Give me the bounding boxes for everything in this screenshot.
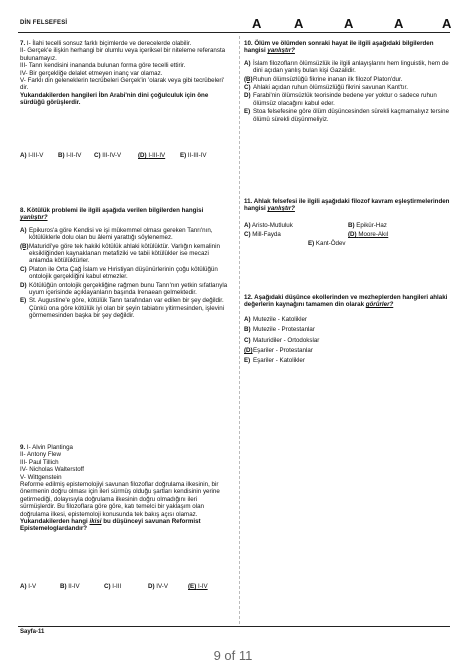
option-text: I-III <box>112 583 122 590</box>
list-item: III- Paul Tillich <box>20 458 59 466</box>
option-letter: A) <box>20 226 27 234</box>
option-letter: A) <box>20 583 27 590</box>
header-divider <box>18 32 450 33</box>
question-number: 10. <box>244 40 253 47</box>
answer-option[interactable] <box>180 152 206 159</box>
answer-option-selected[interactable] <box>244 347 450 354</box>
option-letter: E) <box>20 297 27 305</box>
statement-line: II- Gerçek'e ilişkin herhangi bir olumlu veya içeriksel bir niteleme referansta bulunamayız. <box>20 47 226 62</box>
option-text: Maturidi'ye göre tek hakiki kötülük ahlaki kötülüktür. Varlığın kemalinin eksikliğinden kaynaklanan metafiziki ve tabii kötülükler ise mecazi anlamda kötülüktürler. <box>29 242 220 265</box>
option-text: Mutezile - Katolikler <box>253 315 307 323</box>
question-prompt: bu düşünceyi savunan Reformist Epistemeloglardandır? <box>20 518 201 533</box>
answer-option[interactable] <box>244 337 450 344</box>
question-10 <box>244 40 450 123</box>
answer-option-selected[interactable] <box>348 231 388 238</box>
option-letter: C) <box>244 231 251 238</box>
answer-option[interactable] <box>104 583 121 590</box>
answer-option[interactable] <box>60 583 80 590</box>
option-text: III-IV-V <box>102 152 122 159</box>
option-text: I-IV <box>197 583 208 590</box>
option-letter: (E) <box>188 583 197 590</box>
option-text: Mutezile - Protestanlar <box>253 326 315 334</box>
q11-answers <box>244 222 450 252</box>
list-item: II- Antony Flew <box>20 451 61 459</box>
answer-option[interactable] <box>244 60 450 75</box>
question-prompt: Aşağıdaki düşünce ekollerinden ve mezheplerden hangileri ahlaki değerlerin kaynağını tamamen din olarak <box>244 294 448 309</box>
exam-page <box>18 0 450 640</box>
option-letter: B) <box>60 583 67 590</box>
option-text: Kötülüğün ontolojik gerçekliğine rağmen bunu Tanrı'nın yetkin sıfatlarıyla uyum içerisinde açıklayanların başında Irenaean gelmektedir. <box>29 281 228 297</box>
column-divider <box>239 36 240 624</box>
question-paragraph: Reforme edilmiş epistemolojiyi savunan filozoflar doğrulama ilkesinin, bir önermenin doğru olması için ileri sürmüş olduğu şartları kendisinin yerine getirmediği, dolayısıyla doğrulama ilkesinin doğru olmadığını ileri sürmüşlerdir. Bu filozoflara göre göre, katı temelci bir yaklaşım olan doğrulama ilkesi, epistemoloji konusunda tek bakış açısı olamaz. <box>20 481 220 518</box>
option-letter: C) <box>244 84 251 92</box>
option-text: İslam filozofların ölümsüzlük ile ilgili anlayışlarını hem linguistik, hem de dini açıdan yanlış bulan kişi Gazalidir. <box>253 59 449 75</box>
question-number: 11. <box>244 198 253 205</box>
option-letter: A) <box>244 315 251 323</box>
answer-option-selected[interactable] <box>138 152 165 159</box>
answer-option-selected[interactable] <box>20 243 232 265</box>
answer-option[interactable] <box>94 152 121 159</box>
footer-divider <box>18 626 450 627</box>
option-text: Farabi'nin ölümsüzlük teorisinde bedene yer yoktur o sadece ruhun ölümsüz olacağını kabul eder. <box>253 92 437 107</box>
list-item: I- Alvin Plantinga <box>26 444 73 451</box>
answer-option[interactable] <box>244 84 450 91</box>
option-letter: A) <box>244 59 251 67</box>
option-letter: C) <box>94 152 101 159</box>
answer-option[interactable] <box>244 316 450 323</box>
option-letter: (D) <box>244 347 253 355</box>
option-text: Aristo-Mutluluk <box>251 222 293 229</box>
booklet-letter: A <box>344 16 354 31</box>
option-letter: E) <box>308 240 315 247</box>
question-12 <box>244 294 450 365</box>
answer-option[interactable] <box>244 326 450 333</box>
option-text: IV-V <box>156 583 168 590</box>
question-9 <box>20 444 232 533</box>
option-text: I-V <box>28 583 37 590</box>
option-text: Maturidiler - Ortodokslar <box>253 336 320 344</box>
answer-option[interactable] <box>348 222 387 229</box>
answer-option[interactable] <box>244 357 450 364</box>
option-letter: A) <box>20 152 27 159</box>
question-prompt: Kötülük problemi ile ilgili aşağıda verilen bilgilerden hangisi <box>26 207 204 214</box>
question-number: 7. <box>20 40 26 47</box>
question-7 <box>20 40 232 107</box>
option-letter: (B) <box>244 75 253 83</box>
option-letter: D) <box>148 583 155 590</box>
answer-option[interactable] <box>20 227 232 242</box>
question-prompt-emphasis: ikisi <box>89 518 102 526</box>
option-text: Epikür-Haz <box>356 222 387 229</box>
option-letter: E) <box>244 357 251 365</box>
option-letter: D) <box>244 92 251 100</box>
answer-option[interactable] <box>308 240 346 247</box>
statement-line: V- Farklı din geleneklerin tecrübeleri Gerçek'in 'olarak veya gibi tecrübeleri' dir. <box>20 77 225 92</box>
option-letter: C) <box>244 336 251 344</box>
answer-option[interactable] <box>244 231 281 238</box>
question-prompt: Ölüm ve ölümden sonraki hayat ile ilgili aşağıdaki bilgilerden hangisi <box>244 40 434 55</box>
question-prompt-emphasis: yanlıştır? <box>20 214 48 222</box>
subject-title: DİN FELSEFESİ <box>20 20 68 26</box>
answer-option[interactable] <box>58 152 81 159</box>
answer-option[interactable] <box>20 266 232 281</box>
page-counter: 9 of 11 <box>213 648 253 663</box>
question-number: 9. <box>20 444 26 451</box>
answer-option[interactable] <box>20 152 43 159</box>
booklet-letter: A <box>394 16 404 31</box>
question-prompt-emphasis: yanlıştır? <box>267 47 295 55</box>
question-prompt-emphasis: görürler? <box>365 301 394 309</box>
question-number: 12. <box>244 294 253 301</box>
page-label: Sayfa-11 <box>20 629 45 635</box>
option-letter: B) <box>348 222 355 229</box>
option-letter: B) <box>58 152 65 159</box>
option-text: II-III-IV <box>187 152 207 159</box>
answer-option[interactable] <box>20 282 232 297</box>
statement-line: IV- Bir gerçekliğe delalet etmeyen inanç var olamaz. <box>20 69 163 77</box>
option-text: I-III-IV <box>148 152 166 159</box>
answer-option-selected[interactable] <box>244 76 450 83</box>
option-text: II-IV <box>68 583 80 590</box>
option-letter: (D) <box>138 152 147 159</box>
option-letter: D) <box>20 281 27 289</box>
question-11 <box>244 198 450 213</box>
option-text: I-III-V <box>28 152 44 159</box>
question-prompt: Yukarıdakilerden hangi <box>20 518 88 526</box>
option-letter: A) <box>244 222 251 229</box>
question-prompt: Ahlak felsefesi ile ilgili aşağıdaki filozof kavram eşleştirmelerinden hangisi <box>244 198 450 213</box>
option-text: Eşariler - Katolikler <box>253 357 305 365</box>
answer-option[interactable] <box>244 92 450 107</box>
question-prompt: Yukarıdakilerden hangileri İbn Arabi'nin dini çoğulculuk için öne sürdüğü görüşlerdir. <box>20 91 209 107</box>
page-header <box>18 16 452 34</box>
answer-option[interactable] <box>20 583 36 590</box>
option-letter: (B) <box>20 242 29 250</box>
option-text: Mill-Fayda <box>252 231 281 238</box>
booklet-letters <box>246 16 450 30</box>
answer-option[interactable] <box>148 583 168 590</box>
question-number: 8. <box>20 207 26 214</box>
option-text: Moore-Akıl <box>358 231 389 238</box>
option-text: Epikuros'a göre Kendisi ve işi mükemmel olması gereken Tanrı'nın, kötülüklerle dolu olan bu âlemi yarattığı söylenemez. <box>29 226 213 242</box>
answer-option[interactable] <box>20 297 232 319</box>
option-letter: E) <box>180 152 187 159</box>
option-text: I-II-IV <box>66 152 82 159</box>
statement-line: I- İlahi tecelli sonsuz farklı biçimlerde ve derecelerde olabilir. <box>26 40 192 47</box>
booklet-letter: A <box>442 16 452 31</box>
answer-option-selected[interactable] <box>188 583 208 590</box>
option-letter: (D) <box>348 231 357 238</box>
option-letter: B) <box>244 326 251 334</box>
option-text: Ruhun ölümsüzlüğü fikrine inanan ilk filozof Platon'dur. <box>253 75 403 83</box>
option-text: Ahlaki açıdan ruhun ölümsüzlüğü fikrini savunan Kant'tır. <box>253 84 408 92</box>
option-letter: E) <box>244 108 251 116</box>
question-8 <box>20 207 232 320</box>
list-item: V- Wittgenstein <box>20 473 62 481</box>
question-prompt-emphasis: yanlıştır? <box>267 205 295 213</box>
answer-option[interactable] <box>244 222 293 229</box>
option-text: Eşariler - Protestanlar <box>253 347 313 355</box>
option-text: Stoa felsefesine göre ölüm düşüncesinden sürekli kaçmamalıyız tersine ölümü sürekli düşünmeliyiz. <box>253 108 450 123</box>
option-letter: C) <box>104 583 111 590</box>
booklet-letter: A <box>252 16 262 31</box>
answer-option[interactable] <box>244 108 450 123</box>
option-text: Kant-Ödev <box>315 240 346 247</box>
option-letter: C) <box>20 265 27 273</box>
option-text: Platon ile Orta Çağ İslam ve Hıristiyan düşünürlerinin çoğu kötülüğün ontolojik gerçekliğini kabul etmezler. <box>29 265 218 281</box>
list-item: IV- Nicholas Walterstoff <box>20 466 84 474</box>
option-text: St. Augustine'e göre, kötülük Tanrı tarafından var edilen bir şey değildir. Çünkü ona göre kötülük iyi olan bir şeyin tabiatını yitirmesinden, işlevini görmemesinden başka bir şey değildir. <box>29 297 225 320</box>
statement-line: III- Tanrı kendisini inananda bulunan forma göre tecelli ettirir. <box>20 62 186 70</box>
booklet-letter: A <box>294 16 304 31</box>
